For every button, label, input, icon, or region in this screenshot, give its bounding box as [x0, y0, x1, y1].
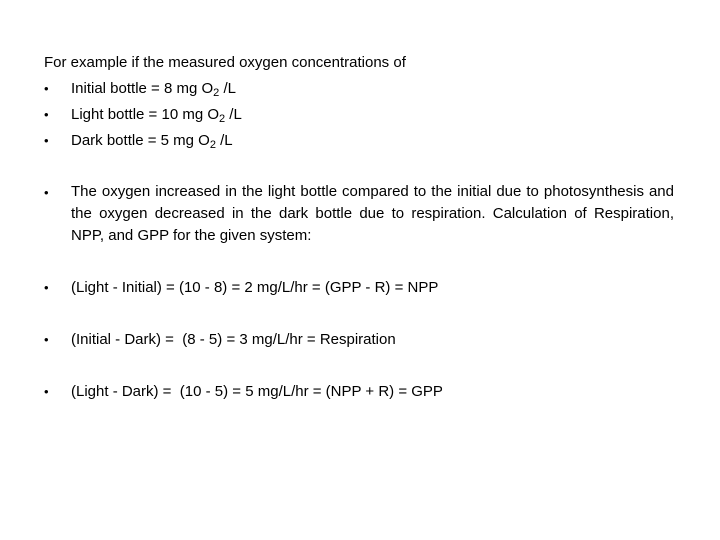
bottle-text	[71, 131, 674, 150]
bullet-icon: •	[44, 133, 49, 148]
calculation-text: (Initial - Dark) = (8 - 5) = 3 mg/L/hr = Respiration	[71, 331, 396, 348]
calculation-item-gpp	[44, 382, 674, 401]
bottle-text-main: Dark bottle = 5 mg O	[71, 132, 210, 149]
bottle-text-unit: /L	[225, 106, 242, 123]
explanation-item	[44, 181, 674, 247]
calculation-text: (Light - Initial) = (10 - 8) = 2 mg/L/hr = (GPP - R) = NPP	[71, 279, 439, 296]
bullet-icon: •	[44, 332, 49, 347]
subscript: 2	[209, 139, 216, 151]
bottle-text	[71, 105, 674, 124]
bottle-text-main: Light bottle = 10 mg O	[71, 106, 220, 123]
bottle-text	[71, 79, 674, 98]
bottle-item-initial	[44, 79, 674, 98]
bottle-text-main: Initial bottle = 8 mg O	[71, 80, 214, 97]
calculation-item-respiration	[44, 330, 674, 349]
bullet-icon: •	[44, 384, 49, 399]
bottle-item-light	[44, 105, 674, 124]
intro-line: For example if the measured oxygen concentrations of	[44, 54, 406, 71]
bullet-icon: •	[44, 280, 49, 295]
bullet-icon: •	[44, 81, 49, 96]
subscript: 2	[213, 87, 220, 99]
bottle-text-unit: /L	[219, 80, 236, 97]
explanation-text: The oxygen increased in the light bottle compared to the initial due to photosynthesis and the oxygen decreased in the dark bottle due to respiration. Calculation of Respiration, NPP, and GPP for the given system:	[71, 183, 674, 244]
subscript: 2	[219, 113, 226, 125]
bullet-icon: •	[44, 185, 49, 200]
calculation-text: (Light - Dark) = (10 - 5) = 5 mg/L/hr = (NPP + R) = GPP	[71, 383, 443, 400]
calculation-item-npp	[44, 278, 674, 297]
bullet-icon: •	[44, 107, 49, 122]
bottle-item-dark	[44, 131, 674, 150]
bottle-text-unit: /L	[215, 132, 233, 149]
